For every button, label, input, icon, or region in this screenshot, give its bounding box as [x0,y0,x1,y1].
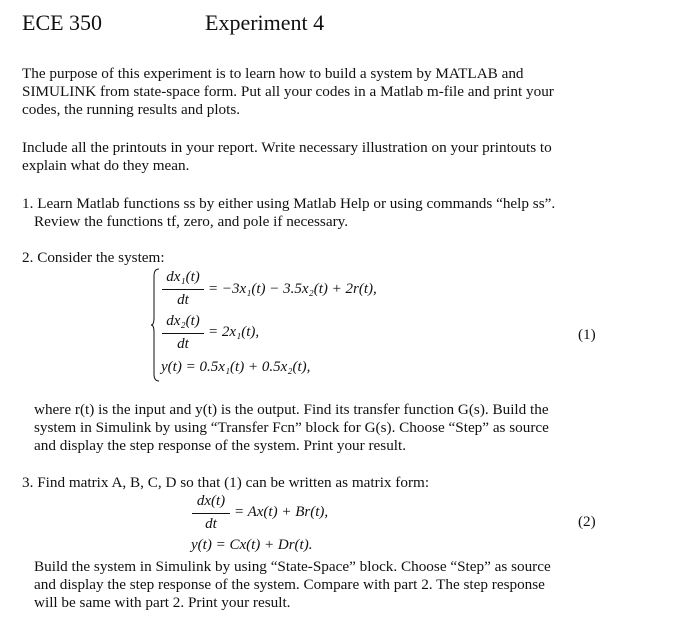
eq1-denominator: dt [177,292,189,308]
intro-line-2: SIMULINK from state-space form. Put all your codes in a Matlab m-file and print your [22,83,554,100]
course-title: ECE 350 [22,10,103,35]
step2-line-3: and display the step response of the system. Print your result. [34,437,407,454]
step3-line-2: and display the step response of the system. Compare with part 2. The step response [34,576,545,593]
eq2-fraction-bar [162,333,204,334]
eq5-output: y(t) = Cx(t) + Dr(t). [191,537,313,553]
eq4-numerator: dx(t) [196,493,226,509]
eq3-output: y(t) = 0.5x₁(t) + 0.5x₂(t), [161,359,311,375]
step3-line-1: Build the system in Simulink by using “State-Space” block. Choose “Step” as source [34,558,551,575]
step2-line-1: where r(t) is the input and y(t) is the output. Find its transfer function G(s). Build the [34,401,549,418]
eq4-fraction-bar [192,513,230,514]
eq1-fraction-bar [162,289,204,290]
equation-number-2: (2) [578,513,596,530]
equation-number-1: (1) [578,326,596,343]
step3-line-3: will be same with part 2. Print your result. [34,594,291,611]
experiment-title: Experiment 4 [205,10,325,35]
intro-line-3: codes, the running results and plots. [22,101,241,118]
step3-heading: 3. Find matrix A, B, C, D so that (1) can be written as matrix form: [22,474,430,491]
eq2-denominator: dt [177,336,189,352]
step1-line-2: Review the functions tf, zero, and pole if necessary. [34,213,349,230]
eq2-rhs: = 2x₁(t), [208,324,260,340]
intro-line-1: The purpose of this experiment is to learn how to build a system by MATLAB and [22,65,524,82]
step2-line-2: system in Simulink by using “Transfer Fcn” block for G(s). Choose “Step” as source [34,419,549,436]
eq4-rhs: = Ax(t) + Br(t), [234,504,329,520]
eq1-numerator: dx₁(t) [166,269,200,285]
include-line-1: Include all the printouts in your report. Write necessary illustration on your printouts to [22,139,552,156]
brace-icon [150,268,160,382]
eq1-rhs: = −3x₁(t) − 3.5x₂(t) + 2r(t), [208,281,377,297]
include-line-2: explain what do they mean. [22,157,190,174]
step1-line-1: 1. Learn Matlab functions ss by either using Matlab Help or using commands “help ss”. [22,195,556,212]
eq2-numerator: dx₂(t) [166,313,200,329]
step2-heading: 2. Consider the system: [22,249,165,266]
eq4-denominator: dt [205,516,217,532]
